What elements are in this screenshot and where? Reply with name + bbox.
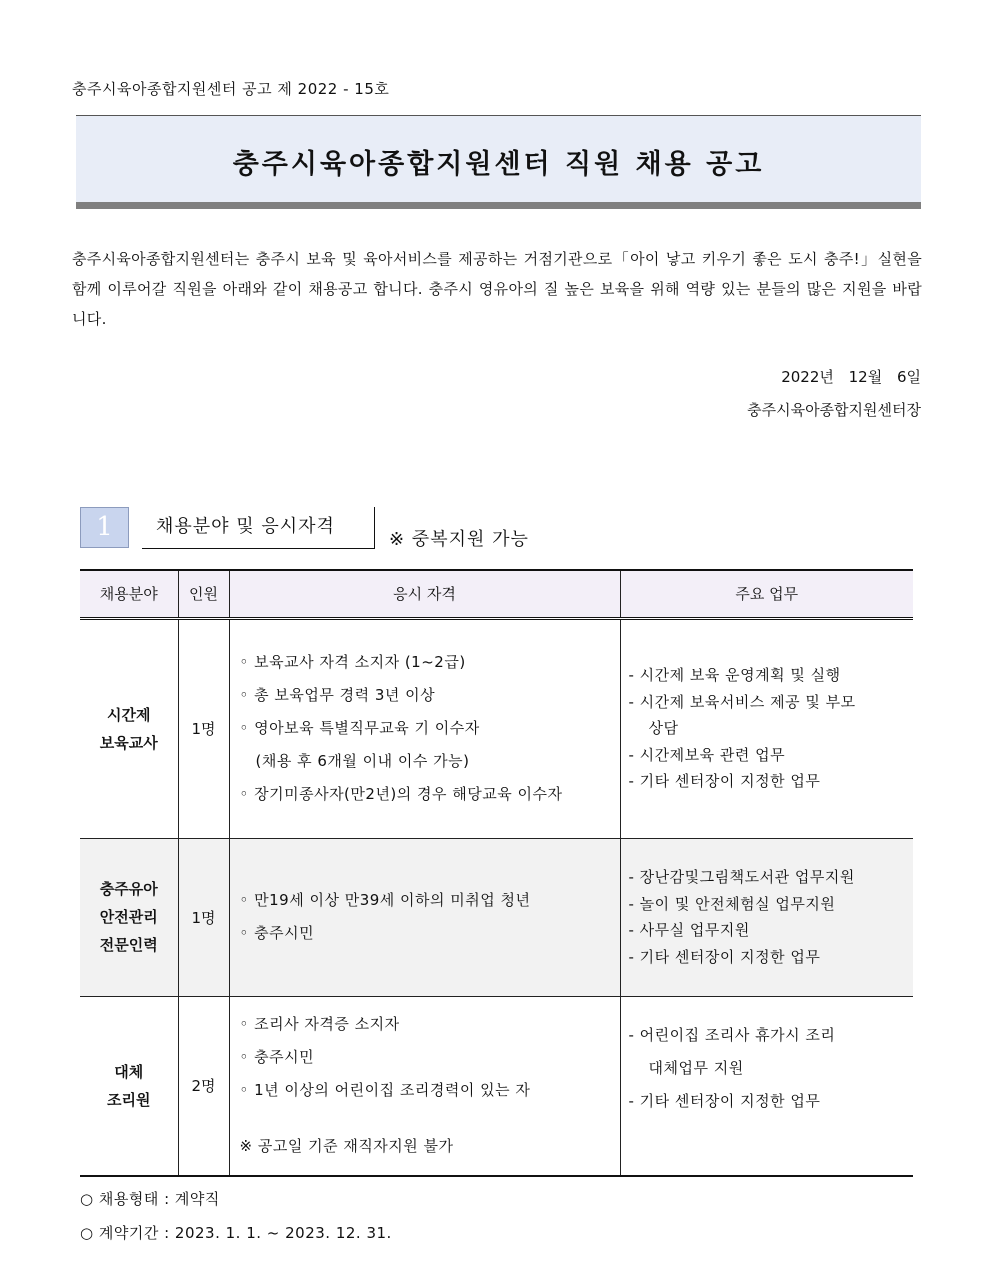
duty-cell bbox=[620, 618, 913, 838]
issuer-name: 충주시육아종합지원센터장 bbox=[747, 401, 921, 419]
field-cell bbox=[80, 838, 178, 996]
notice-date: 2022년 12월 6일 bbox=[781, 368, 921, 386]
field-cell bbox=[80, 618, 178, 838]
field-line: 대체 bbox=[114, 1062, 144, 1081]
table-row bbox=[80, 838, 913, 996]
qualification-item: ◦ 만19세 이상 만39세 이하의 미취업 청년 bbox=[239, 891, 531, 909]
section-number: 1 bbox=[80, 507, 129, 548]
contract-period: ○ 계약기간 : 2023. 1. 1. ~ 2023. 12. 31. bbox=[80, 1224, 392, 1242]
duty-item: - 기타 센터장이 지정한 업무 bbox=[628, 947, 821, 966]
duty-item: - 시간제 보육서비스 제공 및 부모 bbox=[628, 692, 856, 711]
field-line: 안전관리 bbox=[99, 908, 158, 926]
qualification-item: ◦ 충주시민 bbox=[239, 924, 315, 942]
duty-item: - 기타 센터장이 지정한 업무 bbox=[628, 772, 821, 791]
duty-item: - 시간제보육 관련 업무 bbox=[628, 745, 786, 764]
qualification-cell bbox=[229, 996, 620, 1176]
field-cell bbox=[80, 996, 178, 1176]
duty-item: - 기타 센터장이 지정한 업무 bbox=[628, 1091, 821, 1110]
qualification-item: ◦ 장기미종사자(만2년)의 경우 해당교육 이수자 bbox=[239, 785, 563, 803]
notice-number: 충주시육아종합지원센터 공고 제 2022 - 15호 bbox=[72, 80, 390, 98]
qualification-cell bbox=[229, 838, 620, 996]
count-cell: 1명 bbox=[178, 838, 229, 996]
recruitment-table bbox=[80, 569, 913, 1177]
header-qualification: 응시 자격 bbox=[229, 570, 620, 618]
intro-paragraph: 충주시육아종합지원센터는 충주시 보육 및 육아서비스를 제공하는 거점기관으로「아이 낳고 키우기 좋은 도시 충주!」실현을 함께 이루어갈 직원을 아래와 같이 채용공고 합니다. 충주시 영유아의 질 높은 보육을 위해 역량 있는 분들의 많은 지원을 바랍니다. bbox=[72, 250, 922, 328]
qualification-cell bbox=[229, 618, 620, 838]
duty-item: - 어린이집 조리사 휴가시 조리 bbox=[628, 1025, 836, 1044]
section-title: 채용분야 및 응시자격 bbox=[142, 507, 375, 549]
count-cell: 1명 bbox=[178, 618, 229, 838]
field-line: 전문인력 bbox=[99, 936, 158, 954]
header-count: 인원 bbox=[178, 570, 229, 618]
qualification-item: ◦ 영아보육 특별직무교육 기 이수자 bbox=[239, 719, 480, 737]
field-line: 조리원 bbox=[107, 1090, 151, 1109]
duty-cell bbox=[620, 996, 913, 1176]
table-row bbox=[80, 996, 913, 1176]
duty-item: - 시간제 보육 운영계획 및 실행 bbox=[628, 666, 841, 685]
duty-item: 상담 bbox=[648, 719, 679, 738]
header-field: 채용분야 bbox=[80, 570, 178, 618]
duty-item: - 장난감및그림책도서관 업무지원 bbox=[628, 868, 855, 886]
field-line: 보육교사 bbox=[99, 733, 158, 752]
duty-item: - 사무실 업무지원 bbox=[628, 921, 750, 939]
qualification-item: (채용 후 6개월 이내 이수 가능) bbox=[255, 752, 470, 770]
field-line: 시간제 bbox=[107, 705, 151, 724]
field-line: 충주유아 bbox=[99, 880, 158, 898]
qualification-item: ◦ 총 보육업무 경력 3년 이상 bbox=[239, 686, 436, 704]
qualification-item: ◦ 조리사 자격증 소지자 bbox=[239, 1015, 400, 1034]
table-row bbox=[80, 618, 913, 838]
duty-item: 대체업무 지원 bbox=[648, 1058, 744, 1077]
qualification-item: ◦ 1년 이상의 어린이집 조리경력이 있는 자 bbox=[239, 1081, 531, 1100]
count-cell: 2명 bbox=[178, 996, 229, 1176]
qualification-note: ※ 공고일 기준 재직자지원 불가 bbox=[239, 1137, 454, 1156]
qualification-item: ◦ 보육교사 자격 소지자 (1~2급) bbox=[239, 653, 466, 671]
duty-cell bbox=[620, 838, 913, 996]
page-title: 충주시육아종합지원센터 직원 채용 공고 bbox=[232, 149, 765, 180]
title-banner bbox=[76, 115, 921, 209]
section-note: ※ 중복지원 가능 bbox=[389, 529, 529, 550]
qualification-item: ◦ 충주시민 bbox=[239, 1048, 315, 1067]
duty-item: - 놀이 및 안전체험실 업무지원 bbox=[628, 894, 836, 913]
table-header-row bbox=[80, 570, 913, 618]
header-duties: 주요 업무 bbox=[620, 570, 913, 618]
employment-type: ○ 채용형태 : 계약직 bbox=[80, 1190, 220, 1208]
